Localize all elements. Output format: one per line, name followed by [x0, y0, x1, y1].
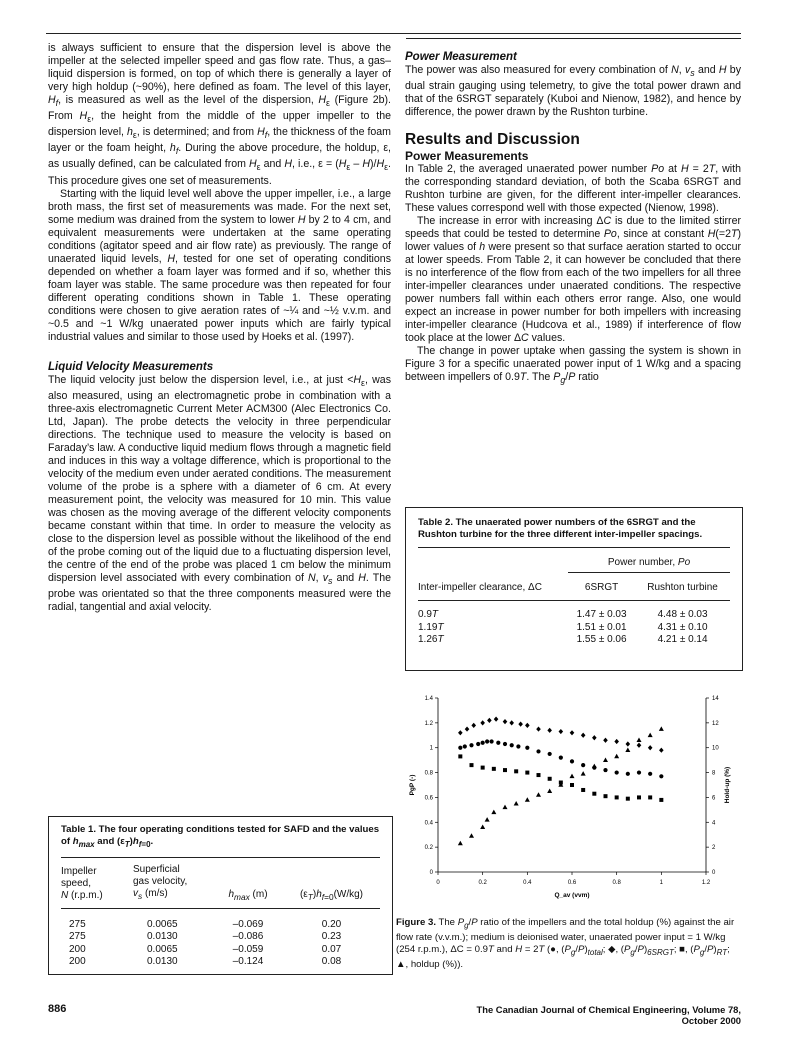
left-column — [48, 42, 391, 614]
left-para-2: Starting with the liquid level well above the upper impeller, i.e., a large broth mass, the first set of measurements was made. For the next set, some medium was drained from the system to lower H by 2 to 4 cm, and equivalent measurements were undertaken at the same operating conditions (agitator speed and air flow rate) as previously. The range of unaerated liquid levels, H, tested for one set of operating conditions depended on whether a foam layer was formed and if so, whether this foam layer was stable. The same procedure was then repeated for four different operating conditions shown in Table 1. These operating conditions were chosen to give aeration rates of ~¼ and ~½ v.v.m. and ~0.5 and ~1 W/kg unaerated power inputs which are fairly typical industrial values and similar to those used by Hoeks et al. (1997). — [48, 187, 391, 343]
table-1-caption: Table 1. The four operating conditions tested for SAFD and the values of $h_{max}$ and $(\varepsilon_T)h_{f=0}$. — [61, 824, 380, 858]
table-1-grid — [61, 864, 380, 969]
point-rt-square — [626, 797, 630, 801]
point-total-circle — [485, 739, 489, 743]
top-rule-thin — [406, 38, 741, 39]
point-6srgt-diamond — [581, 733, 586, 738]
point-total-circle — [490, 739, 494, 743]
point-total-circle — [469, 743, 473, 747]
point-rt-square — [537, 773, 541, 777]
table-1-head-velocity: Superficial gas velocity, $v_s$ (m/s) — [133, 863, 188, 901]
y-right-tick-label: 6 — [712, 795, 716, 802]
point-6srgt-diamond — [559, 729, 564, 734]
table-1-head-eps: $(\varepsilon_T)h_{f=0}(W/kg)$ — [299, 888, 364, 902]
y-left-tick-label: 0 — [429, 870, 433, 876]
point-total-circle — [496, 741, 500, 745]
table-1-row — [61, 908, 380, 931]
point-6srgt-diamond — [518, 722, 523, 727]
point-6srgt-diamond — [458, 730, 463, 735]
point-6srgt-diamond — [592, 735, 597, 740]
table-2-cell: 4.21 ± 0.14 — [657, 634, 708, 645]
y-right-tick-label: 10 — [712, 745, 719, 752]
y-left-tick-label: 1.2 — [424, 720, 433, 727]
point-6srgt-diamond — [626, 741, 631, 746]
table-1-row — [61, 944, 380, 957]
point-6srgt-diamond — [603, 738, 608, 743]
right-column — [405, 50, 741, 387]
point-total-circle — [463, 744, 467, 748]
table-2-cell: 4.48 ± 0.03 — [657, 609, 708, 620]
table-2-cell: 1.26T — [418, 634, 444, 645]
power-measurement-heading: Power Measurement — [405, 51, 517, 63]
x-tick-label: 1.2 — [701, 880, 711, 886]
point-holdup-triangle — [648, 733, 653, 738]
table-2-row — [418, 601, 730, 622]
point-total-circle — [659, 774, 663, 778]
point-holdup-triangle — [491, 810, 496, 815]
journal-footer: The Canadian Journal of Chemical Engineering, Volume 78, October 2000 — [476, 1004, 741, 1026]
y-right-tick-label: 2 — [712, 845, 716, 852]
y-left-tick-label: 0.6 — [424, 795, 433, 802]
point-total-circle — [570, 759, 574, 763]
table-2-grid — [418, 548, 730, 647]
point-6srgt-diamond — [503, 719, 508, 724]
point-total-circle — [503, 742, 507, 746]
point-6srgt-diamond — [525, 723, 530, 728]
point-total-circle — [626, 772, 630, 776]
point-rt-square — [604, 794, 608, 798]
point-total-circle — [481, 741, 485, 745]
y-right-tick-label: 0 — [712, 870, 716, 876]
point-6srgt-diamond — [648, 745, 653, 750]
y-right-axis-label: Hold-up (%) — [724, 766, 731, 804]
right-para-power: The power was also measured for every combination of N, $v_s$ and H by dual strain gauging using telemetry, to give the total power drawn and that of the 6SRGT separately (Kuboi and Nienow, 1982), and hence by difference, the power drawn by the Rushton turbine. — [405, 64, 741, 119]
table-1-head-speed: Impeller speed, N (r.p.m.) — [61, 865, 103, 901]
table-2-cell: 4.31 ± 0.10 — [657, 621, 708, 633]
point-holdup-triangle — [570, 774, 575, 779]
x-tick-label: 1 — [659, 880, 664, 886]
point-rt-square — [570, 783, 574, 787]
point-rt-square — [548, 777, 552, 781]
power-measurements-heading: Power Measurements — [405, 149, 529, 164]
liquid-velocity-heading: Liquid Velocity Measurements — [48, 360, 214, 373]
point-total-circle — [581, 763, 585, 767]
point-6srgt-diamond — [570, 730, 575, 735]
point-holdup-triangle — [614, 754, 619, 759]
point-total-circle — [603, 768, 607, 772]
point-rt-square — [503, 768, 507, 772]
point-rt-square — [615, 795, 619, 799]
table-2-cell: 1.47 ± 0.03 — [576, 609, 627, 620]
table-1-body — [61, 908, 380, 969]
point-6srgt-diamond — [637, 743, 642, 748]
point-rt-square — [581, 788, 585, 792]
point-total-circle — [536, 749, 540, 753]
y-right-tick-label: 4 — [712, 820, 716, 827]
point-rt-square — [648, 795, 652, 799]
point-holdup-triangle — [659, 726, 664, 731]
point-holdup-triangle — [503, 805, 508, 810]
table-2-col-clearance: Inter-impeller clearance, ΔC — [418, 581, 542, 593]
table-2-cell: 1.19T — [418, 621, 444, 633]
left-para-3: The liquid velocity just below the dispersion level, i.e., at just $<H_\varepsilon$, was also measured, using an electromagnetic probe in combination with a three-axis electromagnetic Current Meter ACM300 (Alec Electronics Co. Ltd, Japan). The probe detects the velocity in three perpendicular directions. The technique used to measure the velocity is based on Faraday’s law. A conductive liquid medium flows through a magnetic field and induces in this way a voltage difference, which is proportional to the velocity of the medium even under aerated conditions. The measurement volume of the probe is a sphere with a diameter of 6 cm. At every measurement point, the velocity was measured for 10 min. This value was chosen as the moving average of the different velocity components became constant within that time. In order to measure the velocity as close to the dispersion level as possible without the likelihood of the end of the probe coming out of the liquid due to a fluctuating dispersion level, the centre of the end of the probe was placed 1 cm below the minimum dispersion level associated with every combination of N, $v_s$ and H. The probe was orientated so that the three components measured were the radial, tangential and axial velocity. — [48, 373, 392, 613]
table-1-cell: 275 — [69, 931, 86, 943]
point-holdup-triangle — [637, 738, 642, 743]
table-1-row — [61, 931, 380, 944]
point-holdup-triangle — [514, 801, 519, 806]
table-1-cell: –0.059 — [232, 943, 264, 955]
point-holdup-triangle — [581, 771, 586, 776]
y-right-tick-label: 12 — [712, 720, 719, 727]
right-para-2: The increase in error with increasing ΔC is due to the limited stirrer speeds that could be tested to determine Po, since at constant H(=2T) lower values of h were present so that surface aeration started to occur at lower speeds. From Table 2, it can however be concluded that there is no interference of the flow from each of the two impellers for all three inter-impeller clearances under unaerated conditions. The respective power numbers fall within each others error range. Also, one would expect an increase in power number for both impellers with increasing inter-impeller clearance (Hudcova et al., 1989) if interference of flow took place at the lower ΔC values. — [405, 215, 741, 345]
table-2-col-6srgt: 6SRGT — [584, 582, 619, 593]
point-total-circle — [548, 752, 552, 756]
y-left-tick-label: 0.2 — [424, 845, 433, 852]
point-rt-square — [637, 795, 641, 799]
results-heading: Results and Discussion — [405, 131, 580, 149]
point-holdup-triangle — [603, 757, 608, 762]
right-para-1: In Table 2, the averaged unaerated power number Po at H = 2T, with the corresponding standard deviation, of both the Scaba 6SRGT and Rushton turbine are given, for the different inter-impeller clearances. These values correspond well with those expected (Nienow, 1998). — [405, 163, 741, 215]
point-6srgt-diamond — [494, 717, 499, 722]
table-1-head-hmax: $h_{max}$ (m) — [228, 888, 268, 902]
x-axis-label: Q_av (vvm) — [554, 892, 590, 899]
point-total-circle — [615, 770, 619, 774]
table-1-cell: 0.0130 — [147, 956, 178, 968]
table-2-col-rushton: Rushton turbine — [647, 582, 718, 593]
point-holdup-triangle — [625, 748, 630, 753]
y-left-tick-label: 0.4 — [424, 820, 433, 827]
point-total-circle — [510, 743, 514, 747]
table-1-cell: 275 — [69, 918, 86, 930]
x-tick-label: 0.6 — [567, 880, 577, 886]
table-1-cell: 0.07 — [321, 943, 342, 955]
point-6srgt-diamond — [614, 739, 619, 744]
point-6srgt-diamond — [509, 720, 514, 725]
table-1-cell: 0.23 — [321, 931, 342, 943]
y-right-tick-label: 8 — [712, 770, 716, 777]
point-rt-square — [525, 771, 529, 775]
point-total-circle — [516, 744, 520, 748]
point-6srgt-diamond — [465, 726, 470, 731]
point-total-circle — [637, 770, 641, 774]
table-2-caption: Table 2. The unaerated power numbers of the 6SRGT and the Rushton turbine for the three different inter-impeller spacings. — [418, 517, 730, 548]
top-rule — [46, 33, 741, 34]
point-total-circle — [525, 746, 529, 750]
x-tick-label: 0 — [436, 880, 440, 886]
table-2-group-header: Power number, Po — [568, 548, 730, 573]
table-1-cell: 200 — [69, 943, 86, 955]
table-2-body — [418, 601, 730, 647]
table-1-cell: 0.20 — [321, 918, 342, 930]
point-total-circle — [648, 772, 652, 776]
point-rt-square — [514, 769, 518, 773]
point-rt-square — [481, 766, 485, 770]
y-left-axis-label: PgP (-) — [409, 774, 416, 796]
point-holdup-triangle — [525, 797, 530, 802]
table-2-cell: 1.55 ± 0.06 — [576, 634, 627, 645]
table-1-cell: 0.0065 — [147, 943, 178, 955]
point-holdup-triangle — [480, 825, 485, 830]
table-1-cell: 0.0130 — [147, 931, 178, 943]
point-6srgt-diamond — [536, 726, 541, 731]
point-total-circle — [476, 742, 480, 746]
y-right-tick-label: 14 — [712, 696, 719, 702]
point-6srgt-diamond — [547, 728, 552, 733]
point-rt-square — [659, 798, 663, 802]
y-left-tick-label: 1.4 — [424, 696, 433, 702]
x-tick-label: 0.2 — [478, 880, 487, 886]
point-total-circle — [458, 746, 462, 750]
table-1-cell: –0.069 — [232, 918, 264, 930]
table-1-cell: 0.08 — [321, 956, 342, 968]
point-holdup-triangle — [485, 817, 490, 822]
point-rt-square — [592, 792, 596, 796]
table-2 — [405, 507, 743, 671]
table-1-cell: 0.0065 — [147, 918, 178, 930]
point-6srgt-diamond — [471, 723, 476, 728]
point-holdup-triangle — [547, 789, 552, 794]
table-1-cell: 200 — [69, 956, 86, 968]
point-holdup-triangle — [592, 764, 597, 769]
x-tick-label: 0.8 — [612, 880, 621, 886]
point-rt-square — [470, 763, 474, 767]
point-holdup-triangle — [469, 833, 474, 838]
point-6srgt-diamond — [487, 718, 492, 723]
table-1-cell: –0.124 — [232, 956, 264, 968]
point-holdup-triangle — [536, 792, 541, 797]
point-holdup-triangle — [458, 841, 463, 846]
figure-3-chart — [396, 690, 741, 915]
table-2-cell: 0.9T — [418, 609, 439, 620]
point-rt-square — [458, 754, 462, 758]
figure-3-caption: Figure 3. The $P_g/P$ ratio of the impellers and the total holdup (%) against the air flow rate (v.v.m.); medium is deionised water, unaerated power input = 1 W/kg (254 r.p.m.), ΔC = 0.9T and H = 2T (●, $(P_g/P)_{total}$; ◆, $(P_g/P)_{6SRGT}$; ■, $(P_g/P)_{RT}$; ▲, holdup (%)). — [396, 917, 735, 971]
point-6srgt-diamond — [659, 748, 664, 753]
y-left-tick-label: 1 — [429, 745, 433, 752]
table-2-row — [418, 622, 730, 635]
point-6srgt-diamond — [480, 720, 485, 725]
table-1-cell: –0.086 — [232, 931, 264, 943]
right-para-3: The change in power uptake when gassing the system is shown in Figure 3 for a specific unaerated power input of 1 W/kg and a spacing between impellers of 0.9T. The $P_g/P$ ratio — [405, 345, 741, 386]
x-tick-label: 0.4 — [523, 880, 532, 886]
table-2-row — [418, 634, 730, 647]
point-total-circle — [559, 756, 563, 760]
point-rt-square — [492, 767, 496, 771]
table-2-cell: 1.51 ± 0.01 — [576, 621, 627, 633]
table-1-row — [61, 956, 380, 969]
y-left-tick-label: 0.8 — [424, 770, 433, 777]
left-para-1: is always sufficient to ensure that the dispersion level is above the impeller at the selected impeller speed and gas flow rate. Thus, a gas–liquid dispersion is formed, on top of which there is generally a layer of very high holdup (~90%), here defined as foam. The level of this layer, $H_f$, is measured as well as the level of the dispersion, $H_\varepsilon$ (Figure 2b). From $H_\varepsilon$, the height from the middle of the upper impeller to the dispersion level, $h_\varepsilon$, is determined; and from $H_f$, the thickness of the foam layer or the foam height, $h_f$. During the above procedure, the holdup, ε, as usually defined, can be calculated from $H_\varepsilon$ and H, i.e., $\varepsilon = (H_\varepsilon - H)/H_\varepsilon$. This procedure gives one set of measurements. — [48, 42, 392, 187]
table-1 — [48, 816, 393, 975]
page-number: 886 — [48, 1003, 67, 1015]
